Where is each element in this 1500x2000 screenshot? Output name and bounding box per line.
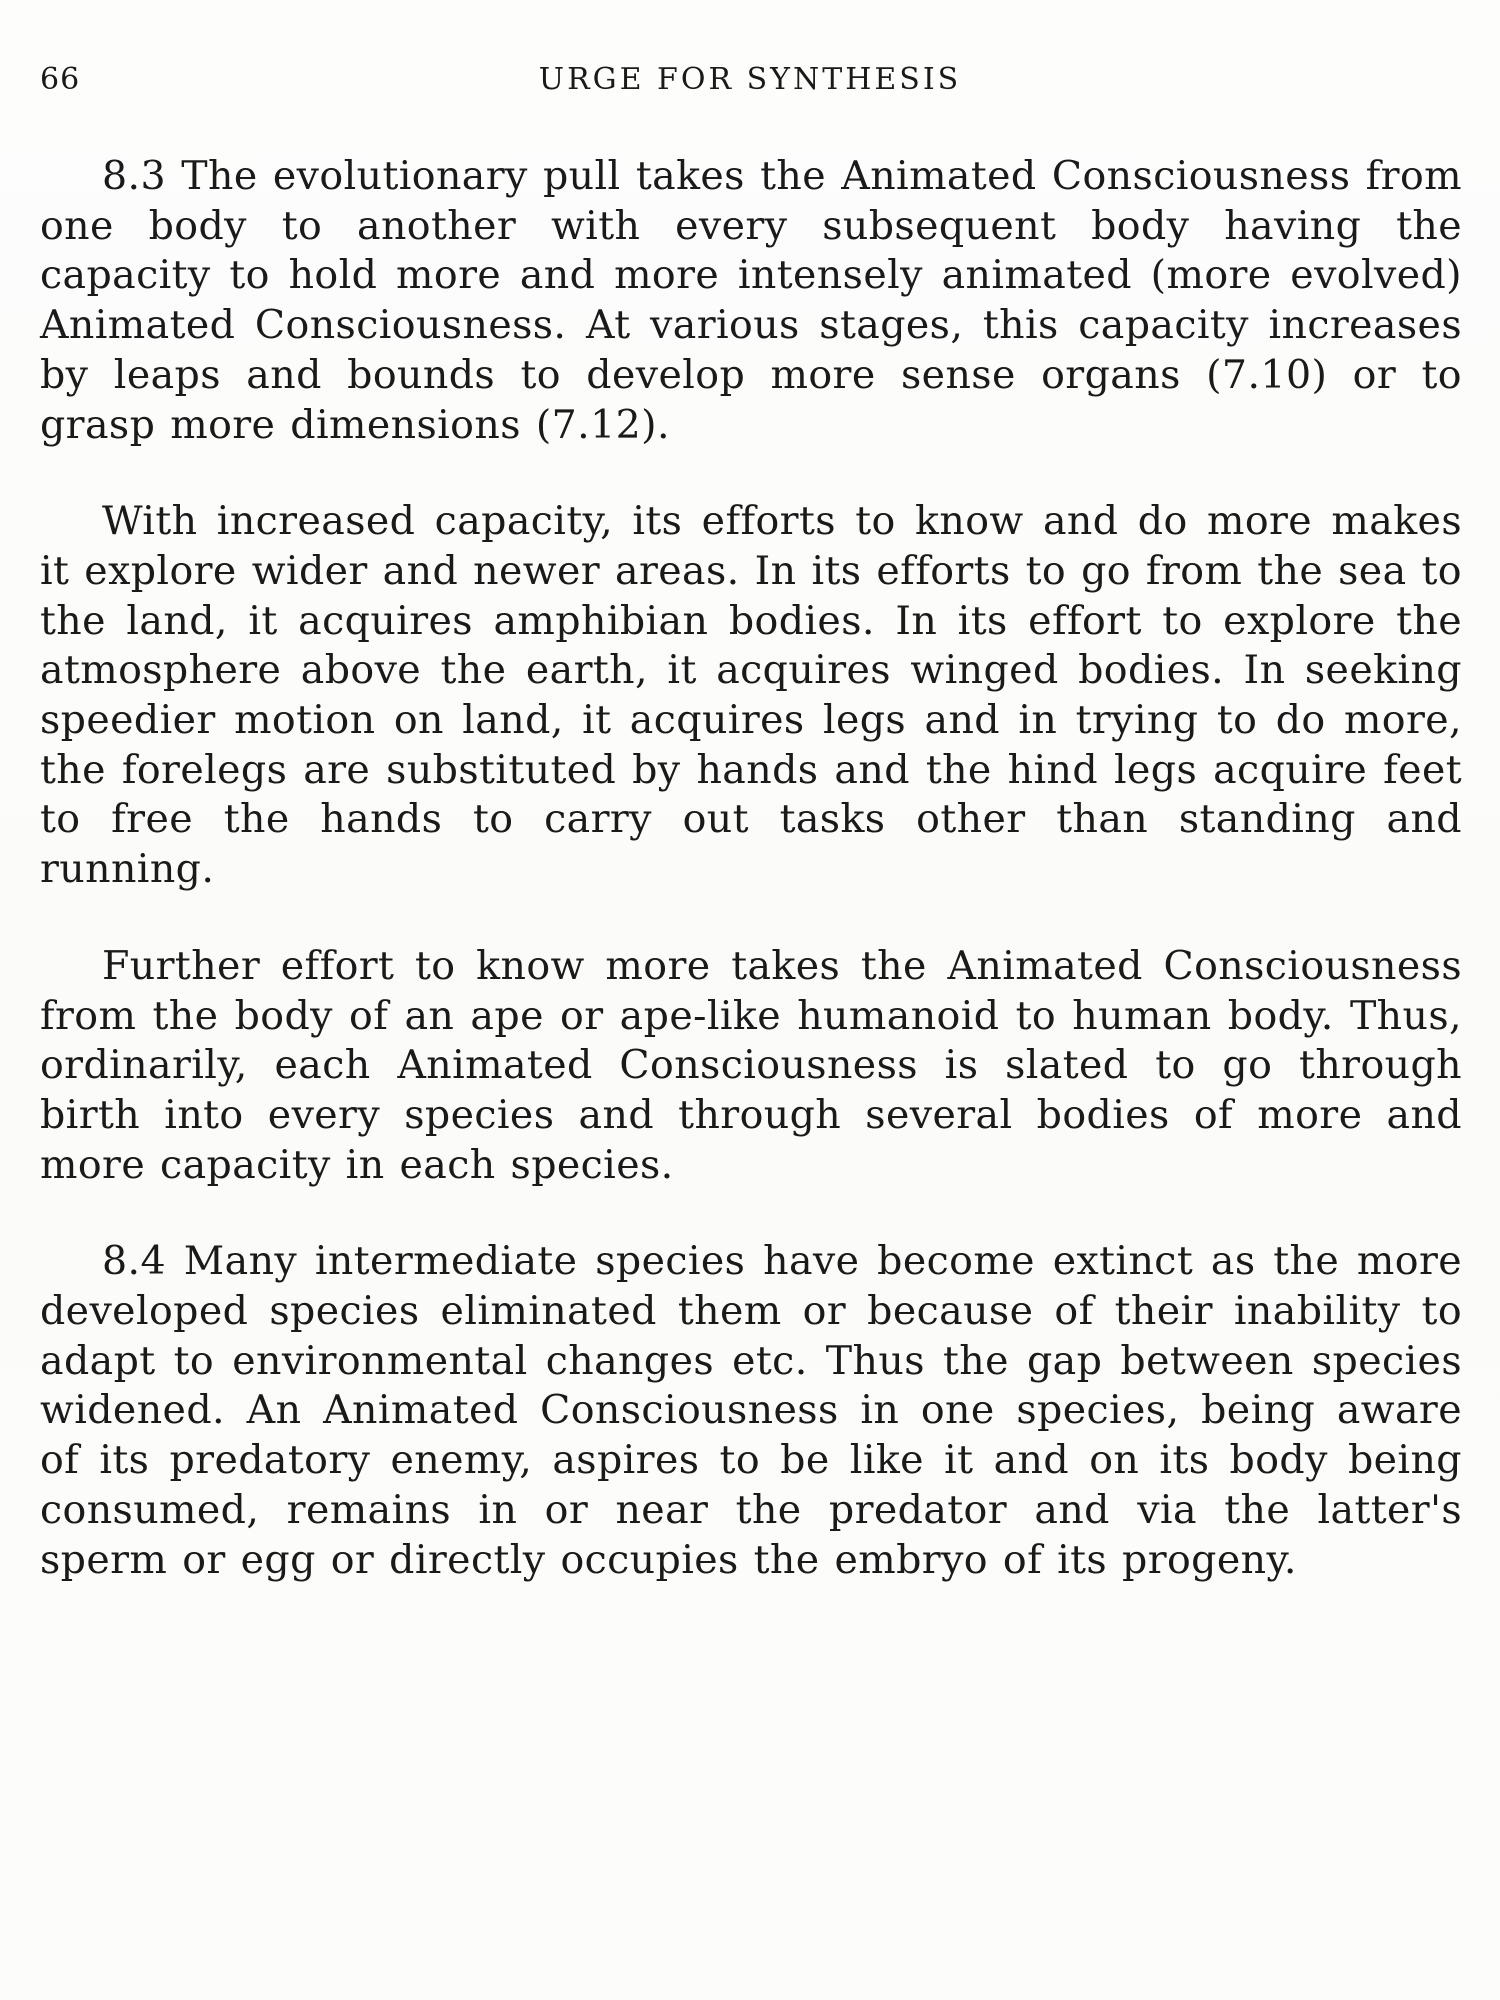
page-number: 66 bbox=[40, 62, 81, 97]
running-title: URGE FOR SYNTHESIS bbox=[538, 62, 962, 97]
running-header bbox=[40, 62, 1460, 102]
paragraph-8-3: 8.3 The evolutionary pull takes the Animated Consciousness from one body to another with every subsequent body having the capacity to hold more and more intensely animated (more evolved) Animated Consciousness. At various stages, this capacity increases by leaps and bounds to develop more sense organs (7.10) or to grasp more dimensions (7.12). bbox=[40, 153, 1462, 448]
paragraph-further-effort: Further effort to know more takes the Animated Consciousness from the body of an ape or ape-like humanoid to human body. Thus, ordinarily, each Animated Consciousness is slated to go through birth into every species and through several bodies of more and more capacity in each species. bbox=[40, 942, 1462, 1188]
body-text bbox=[40, 152, 1462, 1585]
paragraph-8-4: 8.4 Many intermediate species have become extinct as the more developed species eliminated them or because of their inability to adapt to environmental changes etc. Thus the gap between species widened. An Animated Consciousness in one species, being aware of its predatory enemy, aspires to be like it and on its body being consumed, remains in or near the predator and via the latter's sperm or egg or directly occupies the embryo of its progeny. bbox=[40, 1238, 1462, 1583]
paragraph-increased-capacity: With increased capacity, its efforts to know and do more makes it explore wider and newer areas. In its efforts to go from the sea to the land, it acquires amphibian bodies. In its effort to explore the atmosphere above the earth, it acquires winged bodies. In seeking speedier motion on land, it acquires legs and in trying to do more, the forelegs are substituted by hands and the hind legs acquire feet to free the hands to carry out tasks other than standing and running. bbox=[40, 498, 1462, 893]
